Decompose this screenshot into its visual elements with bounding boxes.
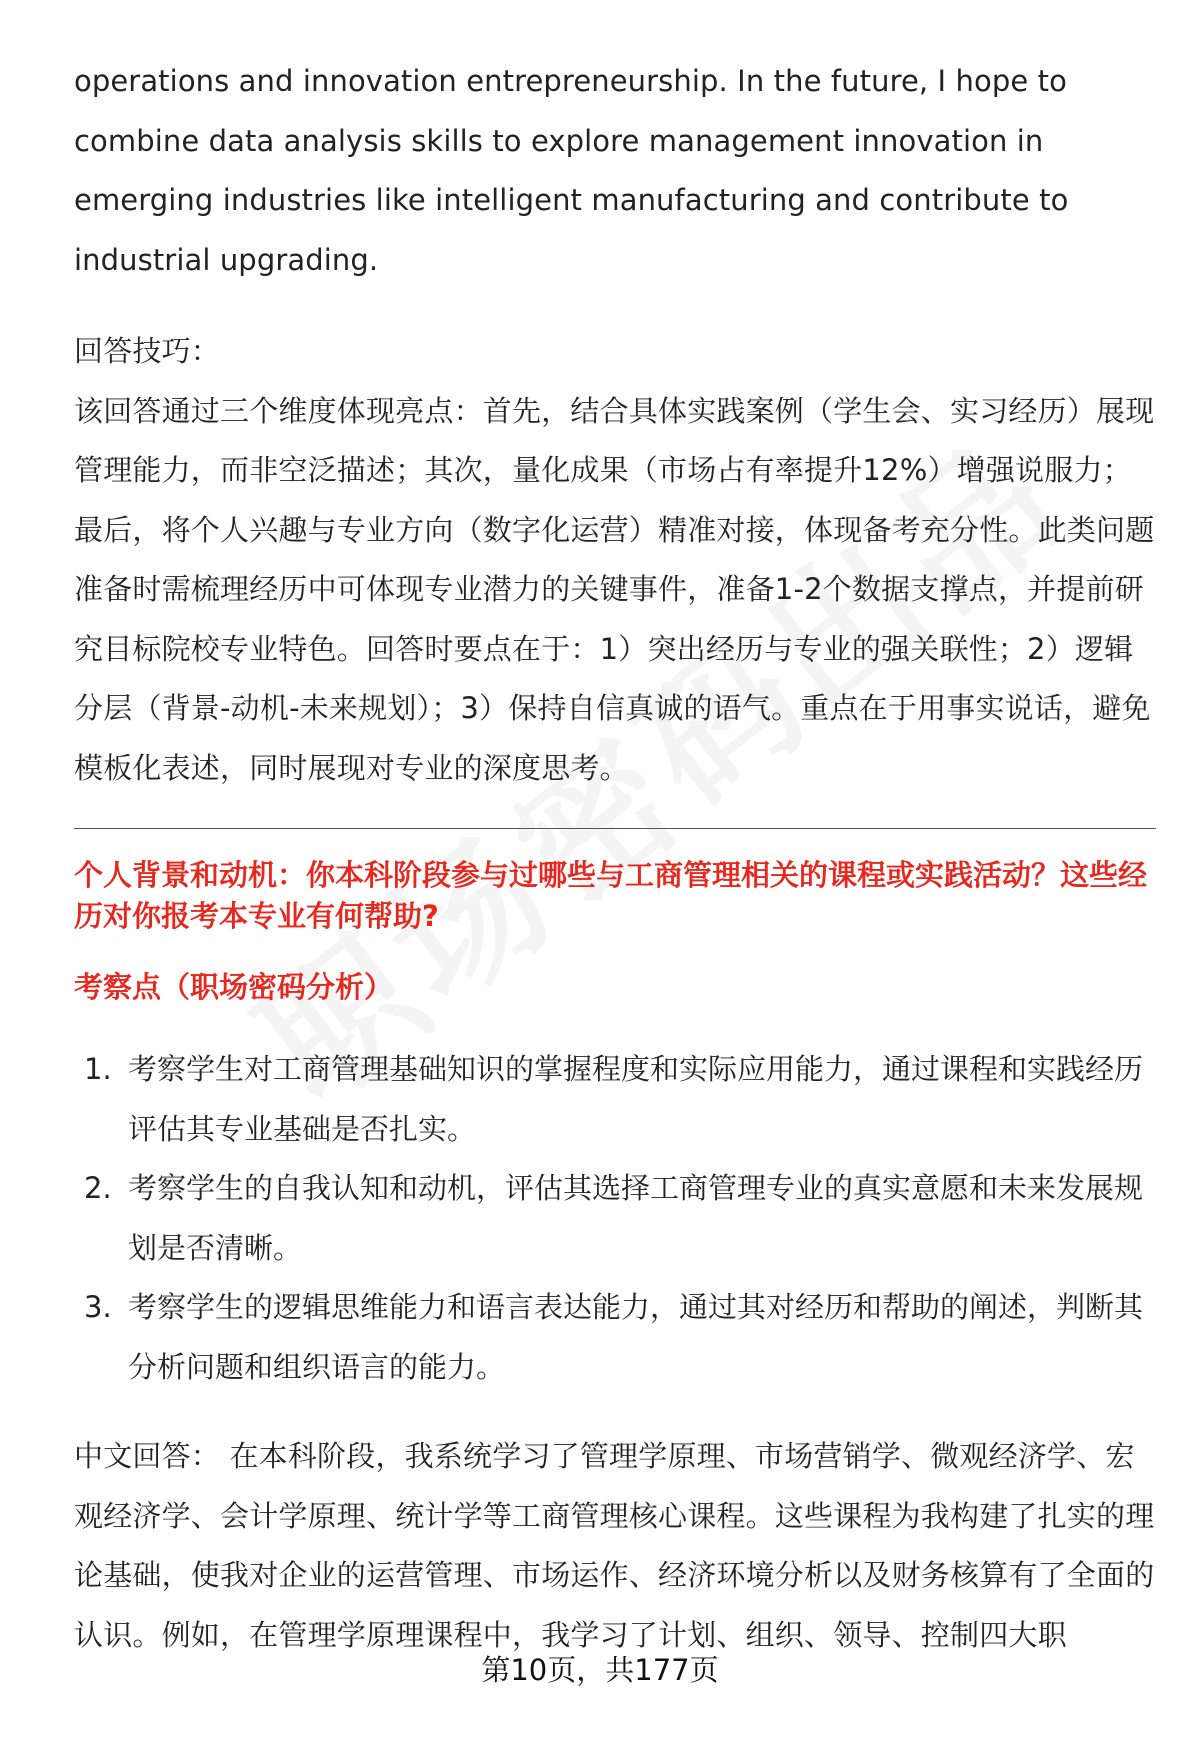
section-divider bbox=[74, 828, 1156, 829]
assessment-point bbox=[74, 1159, 1156, 1278]
chinese-answer-label: 中文回答： bbox=[74, 1439, 221, 1473]
question-heading: 个人背景和动机：你本科阶段参与过哪些与工商管理相关的课程或实践活动？这些经历对你报考本专业有何帮助? bbox=[74, 858, 1148, 933]
assessment-point bbox=[74, 1278, 1156, 1397]
chinese-answer-body: 在本科阶段，我系统学习了管理学原理、市场营销学、微观经济学、宏观经济学、会计学原理、统计学等工商管理核心课程。这些课程为我构建了扎实的理论基础，使我对企业的运营管理、市场运作、经济环境分析以及财务核算有了全面的认识。例如，在管理学原理课程中，我学习了计划、组织、领导、控制四大职 bbox=[74, 1439, 1155, 1652]
english-answer-continuation: operations and innovation entrepreneurship. In the future, I hope to combine data analysis skills to explore management innovation in emerging industries like intelligent manufacturing and contribute to industrial upgrading. bbox=[74, 64, 1069, 277]
point-number: 1. bbox=[84, 1052, 112, 1086]
point-number: 3. bbox=[84, 1290, 112, 1324]
document-page bbox=[74, 52, 1156, 1665]
assessment-list bbox=[74, 1040, 1156, 1397]
point-text: 考察学生的自我认知和动机，评估其选择工商管理专业的真实意愿和未来发展规划是否清晰。 bbox=[128, 1171, 1144, 1265]
point-text: 考察学生对工商管理基础知识的掌握程度和实际应用能力，通过课程和实践经历评估其专业基础是否扎实。 bbox=[128, 1052, 1144, 1146]
tips-body: 该回答通过三个维度体现亮点：首先，结合具体实践案例（学生会、实习经历）展现管理能力，而非空泛描述；其次，量化成果（市场占有率提升12%）增强说服力；最后，将个人兴趣与专业方向（数字化运营）精准对接，体现备考充分性。此类问题准备时需梳理经历中可体现专业潜力的关键事件，准备1-2个数据支撑点，并提前研究目标院校专业特色。回答时要点在于：1）突出经历与专业的强关联性；2）逻辑分层（背景-动机-未来规划）；3）保持自信真诚的语气。重点在于用事实说话，避免模板化表述，同时展现对专业的深度思考。 bbox=[74, 393, 1155, 785]
assessment-heading: 考察点（职场密码分析） bbox=[74, 970, 394, 1004]
tips-title: 回答技巧： bbox=[74, 334, 221, 368]
assessment-point bbox=[74, 1040, 1156, 1159]
point-number: 2. bbox=[84, 1171, 112, 1205]
point-text: 考察学生的逻辑思维能力和语言表达能力，通过其对经历和帮助的阐述，判断其分析问题和组织语言的能力。 bbox=[128, 1290, 1144, 1384]
page-footer: 第10页，共177页 bbox=[481, 1653, 719, 1687]
chinese-answer bbox=[74, 1427, 1156, 1665]
